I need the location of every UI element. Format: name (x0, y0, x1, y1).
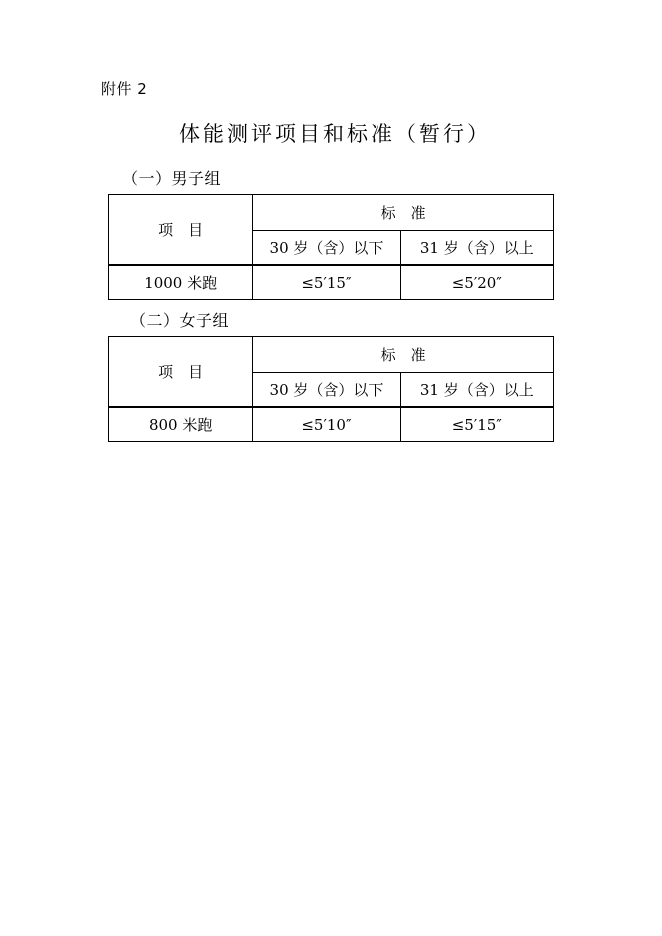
document-title: 体能测评项目和标准（暂行） (179, 122, 491, 146)
item-name: 1000 米跑 (109, 265, 253, 300)
age-header-under-30: 30 岁（含）以下 (253, 231, 400, 266)
item-header: 项 目 (109, 195, 253, 266)
standard-value-under-30: ≤5′10″ (253, 407, 400, 442)
standard-table-female (108, 336, 554, 442)
age-header-over-31: 31 岁（含）以上 (400, 231, 553, 266)
item-header: 项 目 (109, 337, 253, 408)
standard-value-over-31: ≤5′15″ (400, 407, 553, 442)
standard-header: 标 准 (253, 195, 554, 231)
table-row (109, 265, 554, 300)
item-name: 800 米跑 (109, 407, 253, 442)
table-row (109, 407, 554, 442)
section-heading-male: （一）男子组 (122, 169, 222, 188)
standard-header: 标 准 (253, 337, 554, 373)
standard-value-over-31: ≤5′20″ (400, 265, 553, 300)
age-header-over-31: 31 岁（含）以上 (400, 373, 553, 408)
age-header-under-30: 30 岁（含）以下 (253, 373, 400, 408)
attachment-label: 附件 2 (101, 80, 148, 98)
section-heading-female: （二）女子组 (130, 311, 230, 330)
standard-table-male (108, 194, 554, 300)
standard-value-under-30: ≤5′15″ (253, 265, 400, 300)
